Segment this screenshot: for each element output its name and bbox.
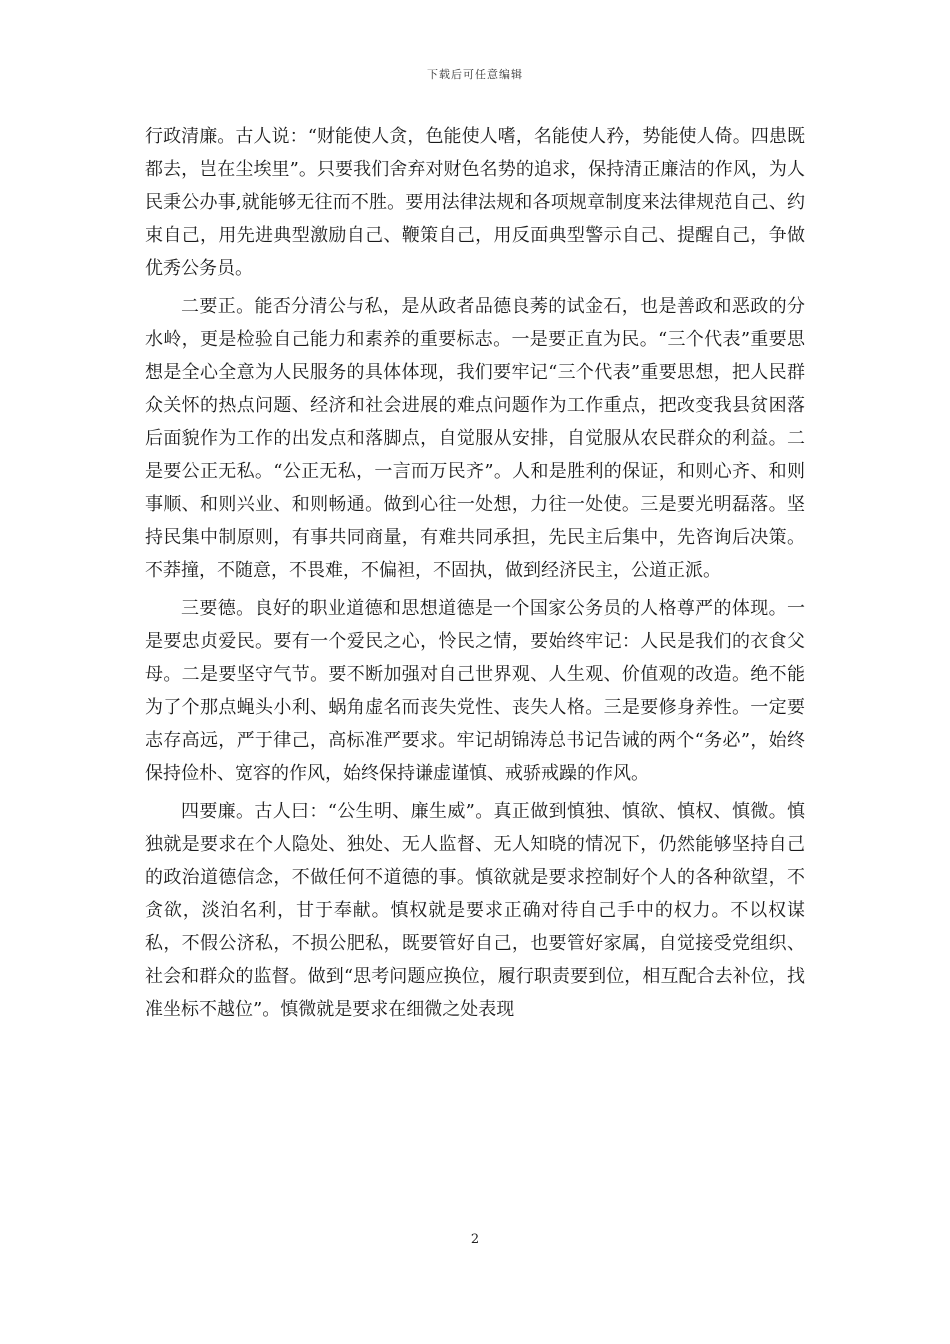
paragraph-third-point: 三要德。良好的职业道德和思想道德是一个国家公务员的人格尊严的体现。一是要忠贞爱民。要有一个爱民之心，怜民之情，要始终牢记：人民是我们的衣食父母。二是要坚守气节。要不断加强对自己世界观、人生观、价值观的改造。绝不能为了个那点蝇头小利、蜗角虚名而丧失党性、丧失人格。三是要修身养性。一定要志存高远，严于律己，高标准严要求。牢记胡锦涛总书记告诫的两个“务必”，始终保持俭朴、宽容的作风，始终保持谦虚谨慎、戒骄戒躁的作风。: [145, 598, 805, 784]
paragraph-fourth-point: 四要廉。古人曰：“公生明、廉生威”。真正做到慎独、慎欲、慎权、慎微。慎独就是要求在个人隐处、独处、无人监督、无人知晓的情况下，仍然能够坚持自己的政治道德信念，不做任何不道德的事。慎欲就是要求控制好个人的各种欲望，不贪欲，淡泊名利，甘于奉献。慎权就是要求正确对待自己手中的权力。不以权谋私，不假公济私，不损公肥私，既要管好自己，也要管好家属，自觉接受党组织、社会和群众的监督。做到“思考问题应换位，履行职责要到位，相互配合去补位，找准坐标不越位”。慎微就是要求在细微之处表现: [145, 801, 805, 1020]
page-header: 下载后可任意编辑: [427, 68, 523, 81]
paragraph-continuation: 行政清廉。古人说：“财能使人贪，色能使人嗜，名能使人矜，势能使人倚。四患既都去，岂在尘埃里”。只要我们舍弃对财色名势的追求，保持清正廉洁的作风，为人民秉公办事,就能够无往而不胜。要用法律法规和各项规章制度来法律规范自己、约束自己，用先进典型激励自己、鞭策自己，用反面典型警示自己、提醒自己，争做优秀公务员。: [145, 126, 805, 279]
page-number: 2: [470, 1232, 480, 1247]
paragraph-second-point: 二要正。能否分清公与私，是从政者品德良莠的试金石，也是善政和恶政的分水岭，更是检验自己能力和素养的重要标志。一是要正直为民。“三个代表”重要思想是全心全意为人民服务的具体体现，我们要牢记“三个代表”重要思想，把人民群众关怀的热点问题、经济和社会进展的难点问题作为工作重点，把改变我县贫困落后面貌作为工作的出发点和落脚点，自觉服从安排，自觉服从农民群众的利益。二是要公正无私。“公正无私，一言而万民齐”。人和是胜利的保证，和则心齐、和则事顺、和则兴业、和则畅通。做到心往一处想，力往一处使。三是要光明磊落。坚持民集中制原则，有事共同商量，有难共同承担，先民主后集中，先咨询后决策。不莽撞，不随意，不畏难，不偏袒，不固执，做到经济民主，公道正派。: [145, 296, 805, 581]
document-body: [145, 120, 805, 1031]
